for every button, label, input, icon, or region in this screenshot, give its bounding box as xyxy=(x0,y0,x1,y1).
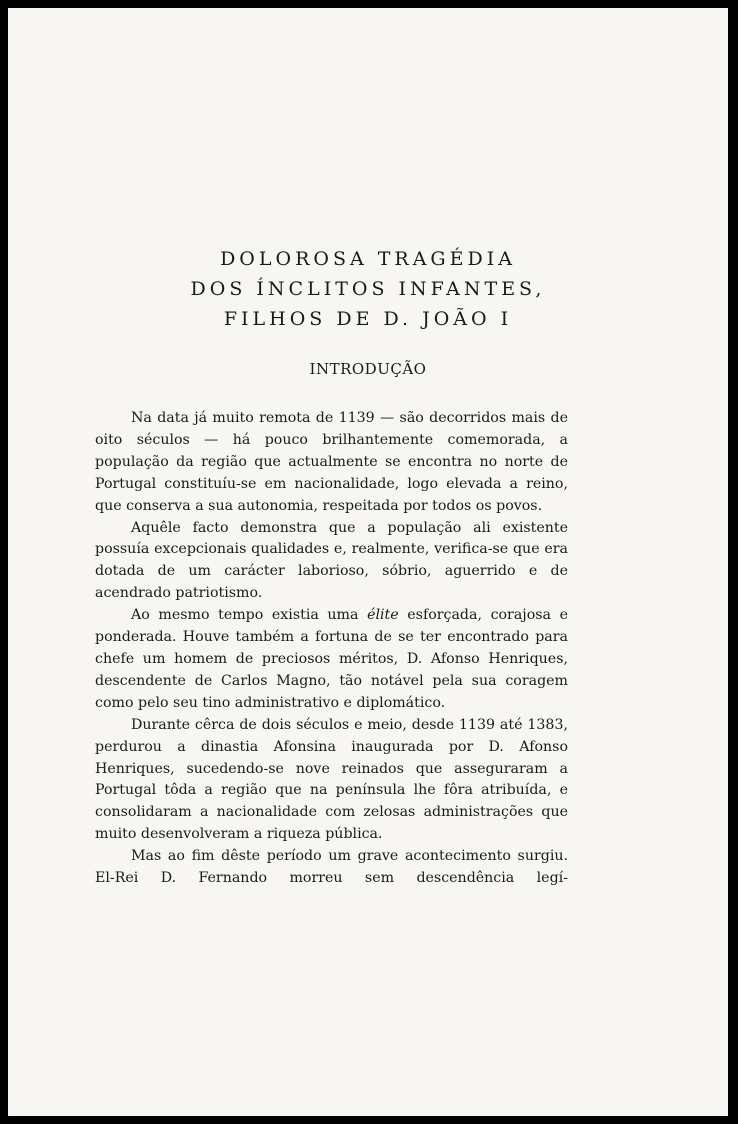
paragraph-3-italic-word: élite xyxy=(367,607,399,624)
paragraph-3-end: esforçada, corajosa e ponderada. Houve também a fortuna de se ter encontrado para chefe um homem de preciosos méritos, D. Afonso Henriques, descendente de Carlos Magno, tão notável pela sua coragem como pelo seu tino administrativo e diplomático. xyxy=(95,607,568,711)
paragraph-4: Durante cêrca de dois séculos e meio, desde 1139 até 1383, perdurou a dinastia Afonsina inaugurada por D. Afonso Henriques, sucedendo-se nove reinados que asseguraram a Portugal tôda a região que na península lhe fôra atribuída, e consolidaram a nacionalidade com zelosas administrações que muito desenvolveram a riqueza pública. xyxy=(95,716,568,843)
paragraph-1: Na data já muito remota de 1139 — são decorridos mais de oito séculos — há pouco brilhantemente comemorada, a população da região que actualmente se encontra no norte de Portugal constituíu-se em nacionalidade, logo elevada a reino, que conserva a sua autonomia, respeitada por todos os povos. xyxy=(95,410,568,514)
paragraph-5: Mas ao fim dêste período um grave acontecimento surgiu. El-Rei D. Fernando morreu sem descendência legí- xyxy=(95,848,568,887)
title-line-2: DOS ÍNCLITOS INFANTES, xyxy=(190,278,546,300)
document-page xyxy=(8,8,728,1116)
paragraph-3 xyxy=(95,605,568,715)
paragraph-2: Aquêle facto demonstra que a população ali existente possuía excepcionais qualidades e, realmente, verifica-se que era dotada de um carácter laborioso, sóbrio, aguerrido e de acendrado patriotismo. xyxy=(95,519,568,602)
title-line-1: DOLOROSA TRAGÉDIA xyxy=(220,248,516,270)
section-heading: INTRODUÇÃO xyxy=(309,360,427,378)
body-text xyxy=(95,408,568,890)
paragraph-3-start: Ao mesmo tempo existia uma xyxy=(131,607,368,624)
title-line-3: FILHOS DE D. JOÃO I xyxy=(223,308,513,330)
document-title xyxy=(8,244,728,334)
